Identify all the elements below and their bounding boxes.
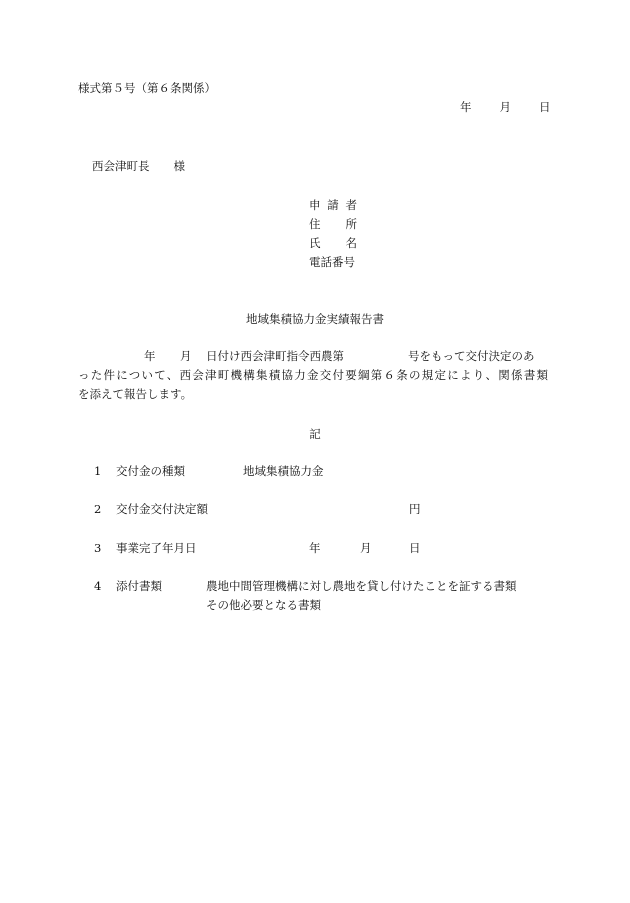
item-3-label: 事業完了年月日 [116, 541, 197, 555]
item-3-year: 年 [309, 541, 321, 555]
item-1-value: 地域集積協力金 [243, 464, 324, 478]
item-3-number: 3 [94, 541, 102, 555]
item-2-number: 2 [94, 502, 102, 516]
item-1-label: 交付金の種類 [116, 464, 185, 478]
document-title: 地域集積協力金実績報告書 [246, 312, 384, 326]
item-4-number: 4 [94, 579, 102, 593]
applicant-address-label: 住 所 [309, 217, 357, 231]
ki-heading: 記 [309, 427, 321, 441]
recipient-honorific: 様 [173, 159, 185, 173]
item-4-value-line2: その他必要となる書類 [206, 598, 321, 612]
date-line [460, 99, 551, 115]
item-2-label: 交付金交付決定額 [116, 502, 208, 516]
item-1-number: 1 [94, 464, 102, 478]
recipient [92, 158, 185, 174]
date-day: 日 [539, 100, 551, 114]
form-number: 様式第５号（第６条関係） [78, 81, 216, 95]
body-month: 月 [180, 349, 192, 363]
date-year: 年 [460, 100, 472, 114]
item-4-label: 添付書類 [116, 579, 162, 593]
body-text-line1-tail: 号をもって交付決定のあ [408, 349, 535, 363]
recipient-name: 西会津町長 [92, 159, 150, 173]
item-3-month: 月 [360, 541, 372, 555]
applicant-name-label: 氏 名 [309, 236, 357, 250]
body-year: 年 [144, 349, 156, 363]
date-month: 月 [499, 100, 511, 114]
item-3-day: 日 [409, 541, 421, 555]
applicant-title: 申 請 者 [309, 198, 357, 212]
body-text-line1: 日付け西会津町指令西農第 [206, 349, 344, 363]
applicant-phone-label: 電話番号 [309, 255, 355, 269]
item-2-value: 円 [409, 502, 421, 516]
body-text-line3: を添えて報告します。 [78, 387, 193, 401]
body-text-line2: った件について、西会津町機構集積協力金交付要綱第６条の規定により、関係書類 [78, 368, 548, 382]
item-4-value-line1: 農地中間管理機構に対し農地を貸し付けたことを証する書類 [206, 579, 517, 593]
